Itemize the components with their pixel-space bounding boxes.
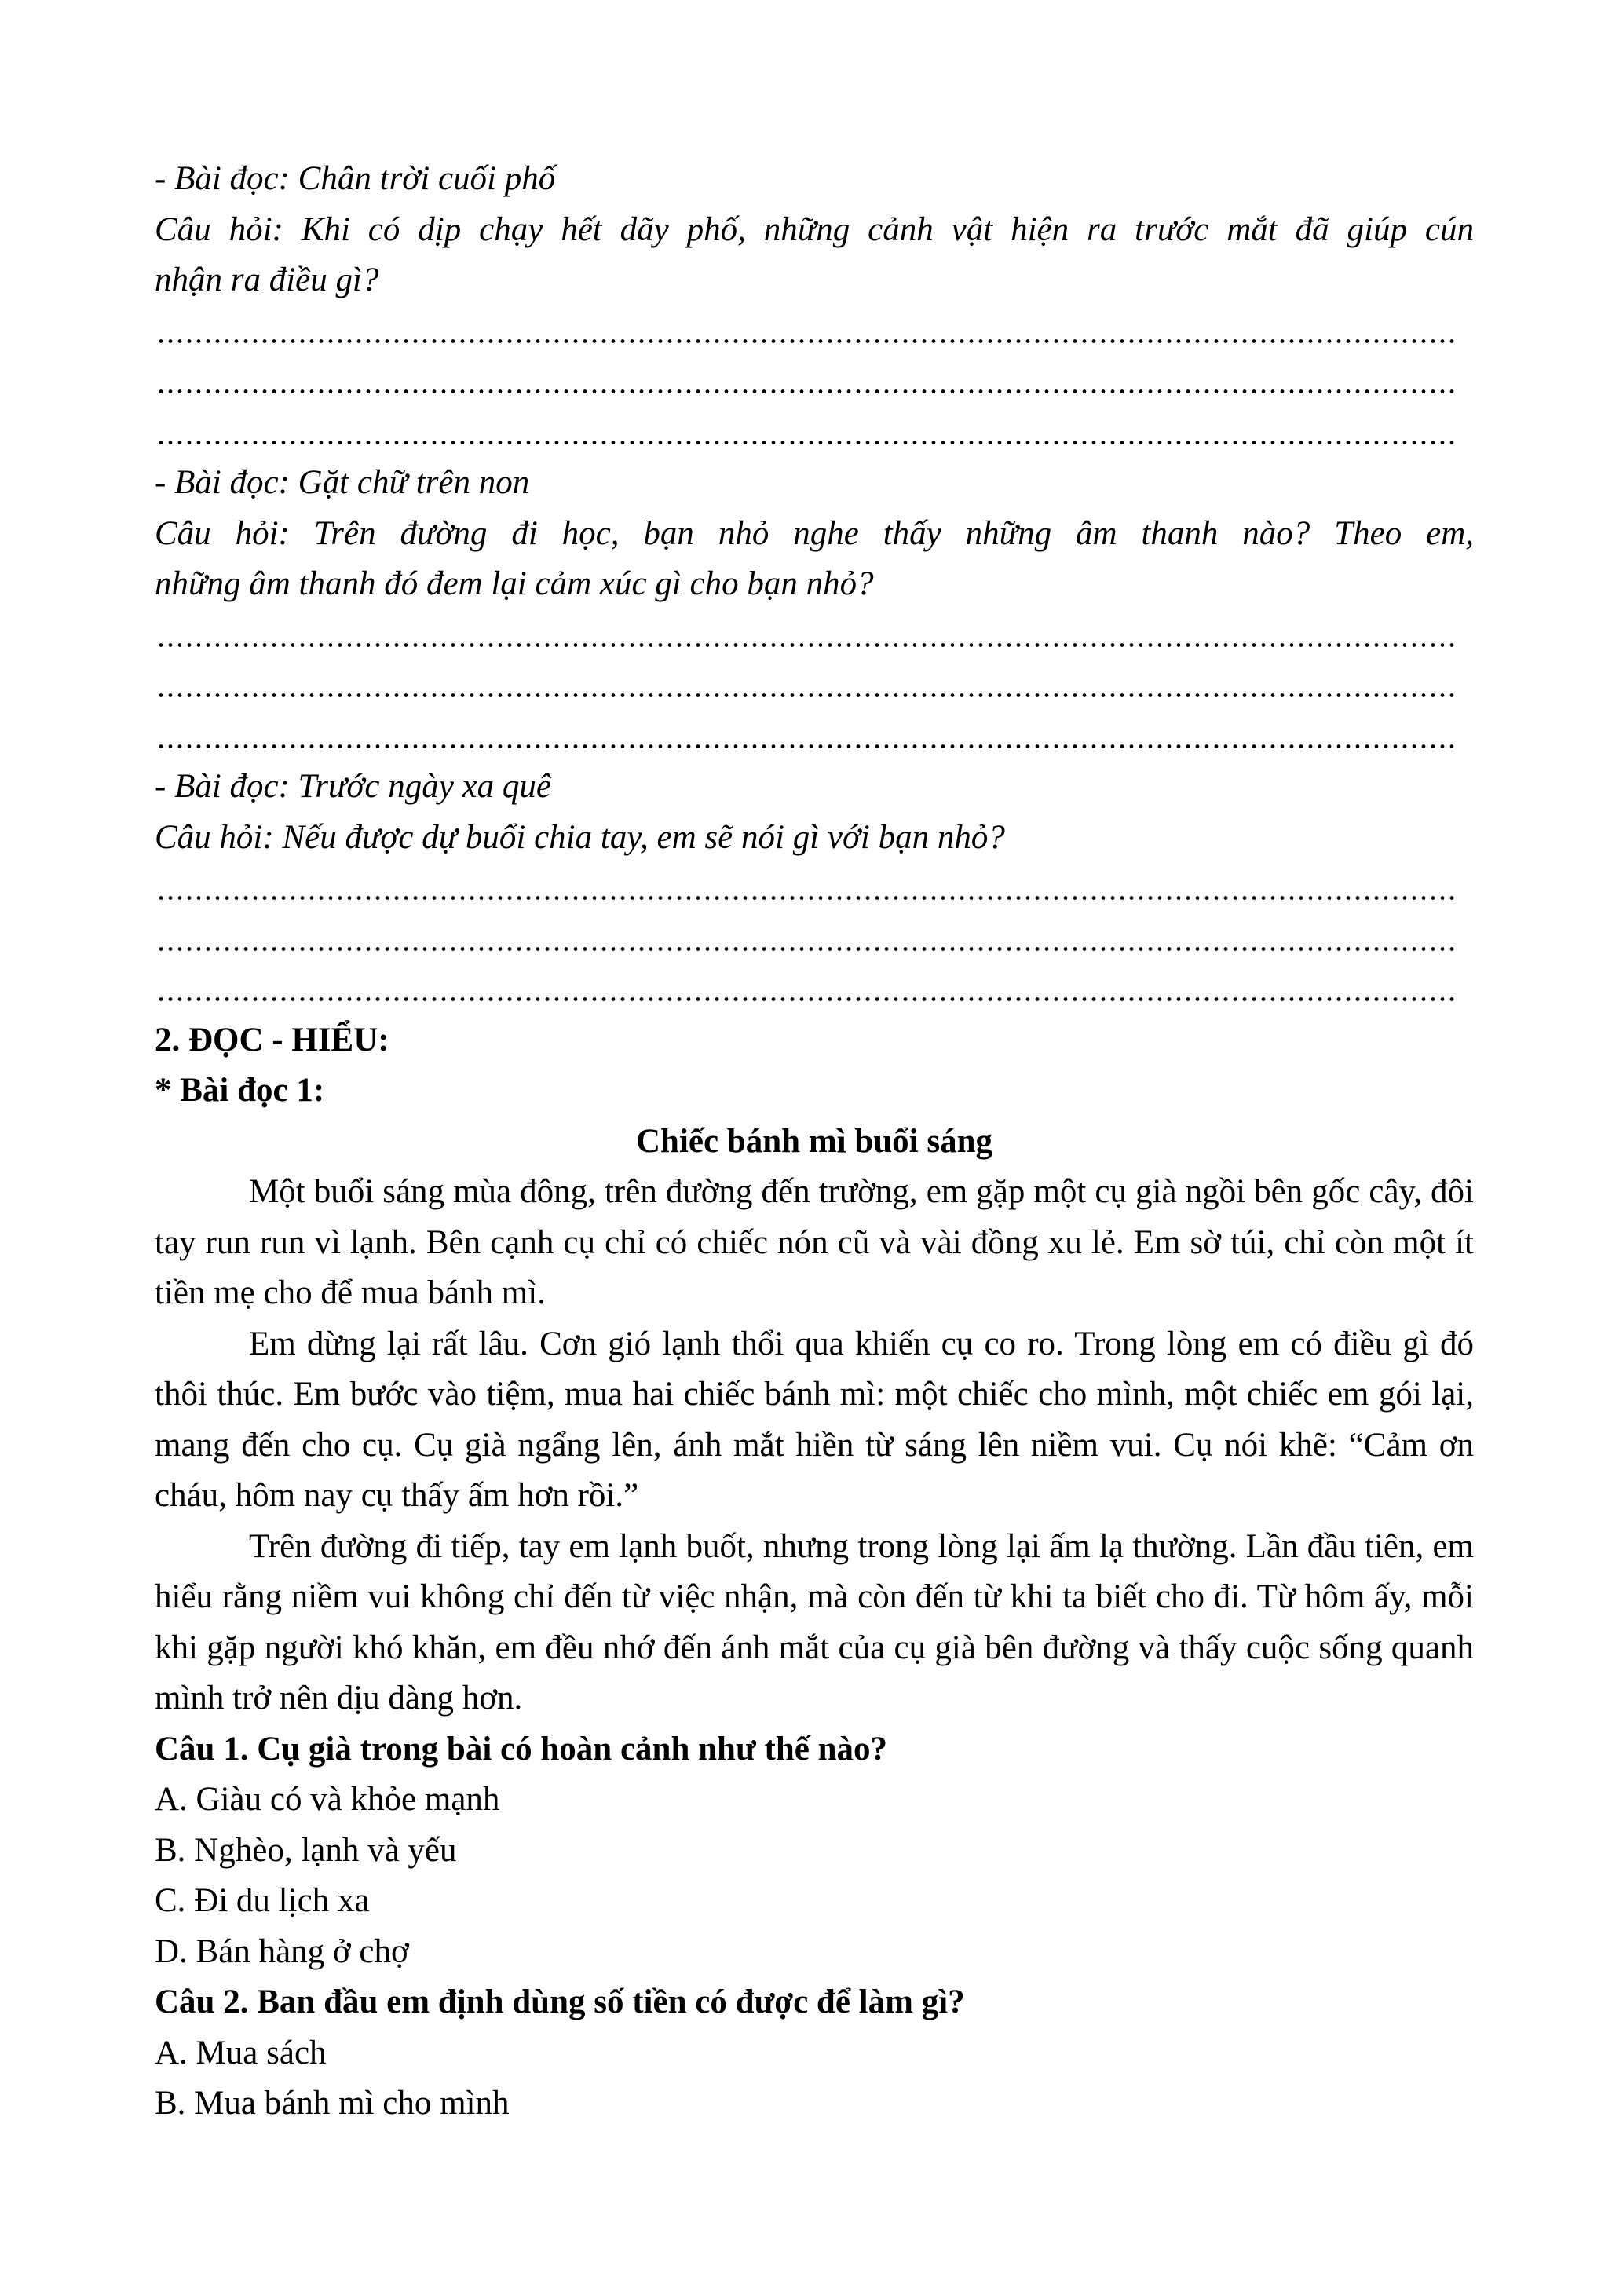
question-text: những âm thanh đó đem lại cảm xúc gì cho bạn nhỏ?: [155, 565, 874, 602]
option-c[interactable]: C. Đi du lịch xa: [155, 1882, 370, 1919]
reading-block-1: [155, 154, 1474, 458]
reading-label: - Bài đọc: Trước ngày xa quê: [155, 768, 551, 805]
question-text: Câu hỏi: Nếu được dự buổi chia tay, em sẽ nói gì với bạn nhỏ?: [155, 818, 1005, 856]
reading-block-2: [155, 458, 1474, 762]
story-paragraph-3: Trên đường đi tiếp, tay em lạnh buốt, nhưng trong lòng lại ấm lạ thường. Lần đầu tiên, em hiểu rằng niềm vui không chỉ đến từ việc nhận, mà còn đến từ khi ta biết cho đi. Từ hôm ấy, mỗi khi gặp người khó khăn, em đều nhớ đến ánh mắt của cụ già bên đường và thấy cuộc sống quanh mình trở nên dịu dàng hơn.: [155, 1527, 1474, 1717]
answer-line[interactable]: [155, 356, 1474, 408]
question-text: Câu hỏi: Trên đường đi học, bạn nhỏ nghe thấy những âm thanh nào? Theo em,: [155, 514, 1474, 552]
option-a[interactable]: A. Mua sách: [155, 2034, 327, 2071]
answer-line[interactable]: [155, 610, 1474, 661]
question-1: [155, 1724, 1474, 1978]
question-title: Câu 2. Ban đầu em định dùng số tiền có được để làm gì?: [155, 1983, 965, 2020]
question-text: Câu hỏi: Khi có dịp chạy hết dãy phố, những cảnh vật hiện ra trước mắt đã giúp cún: [155, 210, 1474, 248]
option-a[interactable]: A. Giàu có và khỏe mạnh: [155, 1781, 500, 1818]
answer-line[interactable]: [155, 964, 1474, 1015]
answer-line[interactable]: [155, 914, 1474, 965]
question-title: Câu 1. Cụ già trong bài có hoàn cảnh như thế nào?: [155, 1730, 887, 1768]
option-b[interactable]: B. Mua bánh mì cho mình: [155, 2085, 510, 2122]
reading-block-3: [155, 762, 1474, 1015]
story-title: Chiếc bánh mì buổi sáng: [635, 1122, 993, 1160]
question-2: [155, 1977, 1474, 2130]
story-paragraph-1: Một buổi sáng mùa đông, trên đường đến trường, em gặp một cụ già ngồi bên gốc cây, đôi tay run run vì lạnh. Bên cạnh cụ chỉ có chiếc nón cũ và vài đồng xu lẻ. Em sờ túi, chỉ còn một ít tiền mẹ cho để mua bánh mì.: [155, 1173, 1474, 1311]
answer-line[interactable]: [155, 660, 1474, 711]
answer-line[interactable]: [155, 408, 1474, 459]
section-heading: 2. ĐỌC - HIỂU:: [155, 1021, 389, 1058]
option-d[interactable]: D. Bán hàng ở chợ: [155, 1932, 409, 1970]
question-text: nhận ra điều gì?: [155, 261, 379, 298]
answer-line[interactable]: [155, 863, 1474, 914]
option-b[interactable]: B. Nghèo, lạnh và yếu: [155, 1831, 457, 1869]
answer-line[interactable]: [155, 711, 1474, 762]
story-paragraph-2: Em dừng lại rất lâu. Cơn gió lạnh thổi qua khiến cụ co ro. Trong lòng em có điều gì đó thôi thúc. Em bước vào tiệm, mua hai chiếc bánh mì: một chiếc cho mình, một chiếc em gói lại, mang đến cho cụ. Cụ già ngẩng lên, ánh mắt hiền từ sáng lên niềm vui. Cụ nói khẽ: “Cảm ơn cháu, hôm nay cụ thấy ấm hơn rồi.”: [155, 1325, 1474, 1514]
document-page: [155, 154, 1474, 2130]
reading-label: - Bài đọc: Gặt chữ trên non: [155, 464, 530, 501]
answer-line[interactable]: [155, 306, 1474, 357]
reading-label: - Bài đọc: Chân trời cuối phố: [155, 160, 556, 197]
section-subheading: * Bài đọc 1:: [155, 1072, 325, 1109]
